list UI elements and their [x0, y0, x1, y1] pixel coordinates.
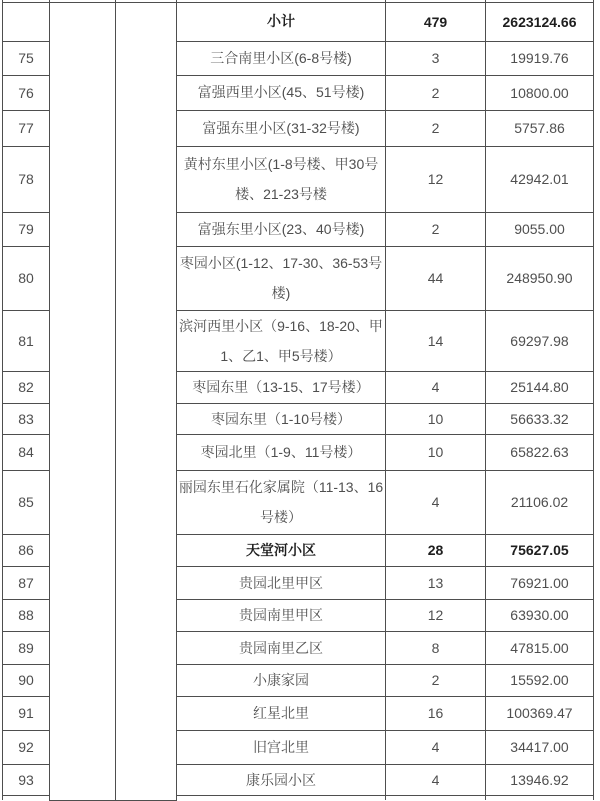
community-name-cell: 丽园东里石化家属院（11-13、16号楼）	[177, 470, 386, 534]
amount-cell: 248950.90	[486, 246, 594, 310]
count-cell: 28	[386, 534, 486, 566]
amount-cell: 42942.01	[486, 146, 594, 212]
subtotal-amount-cell: 2623124.66	[486, 2, 594, 41]
row-number-cell: 81	[3, 310, 50, 371]
row-number-cell: 91	[3, 696, 50, 730]
count-cell: 2	[386, 212, 486, 246]
community-name-cell: 贵园北里甲区	[177, 566, 386, 599]
amount-cell: 5757.86	[486, 110, 594, 146]
partial-cell	[177, 795, 386, 800]
amount-cell: 69297.98	[486, 310, 594, 371]
community-name-cell: 康乐园小区	[177, 764, 386, 795]
count-cell: 10	[386, 434, 486, 470]
row-number-cell: 80	[3, 246, 50, 310]
row-number-cell: 82	[3, 371, 50, 403]
community-name-cell: 富强东里小区(31-32号楼)	[177, 110, 386, 146]
amount-cell: 65822.63	[486, 434, 594, 470]
amount-cell: 47815.00	[486, 631, 594, 664]
amount-cell: 63930.00	[486, 599, 594, 631]
row-number-cell: 77	[3, 110, 50, 146]
community-name-cell: 黄村东里小区(1-8号楼、甲30号楼、21-23号楼	[177, 146, 386, 212]
count-cell: 14	[386, 310, 486, 371]
payment-summary-table	[2, 0, 594, 801]
count-cell: 2	[386, 110, 486, 146]
count-cell: 4	[386, 730, 486, 764]
row-number-cell: 88	[3, 599, 50, 631]
merged-empty-column-2	[116, 2, 177, 800]
partial-cell	[386, 795, 486, 800]
community-name-cell: 三合南里小区(6-8号楼)	[177, 41, 386, 75]
count-cell: 16	[386, 696, 486, 730]
count-cell: 2	[386, 664, 486, 696]
community-name-cell: 贵园南里乙区	[177, 631, 386, 664]
amount-cell: 100369.47	[486, 696, 594, 730]
community-name-cell: 红星北里	[177, 696, 386, 730]
community-name-cell: 天堂河小区	[177, 534, 386, 566]
community-name-cell: 富强东里小区(23、40号楼)	[177, 212, 386, 246]
row-number-cell: 75	[3, 41, 50, 75]
amount-cell: 34417.00	[486, 730, 594, 764]
amount-cell: 19919.76	[486, 41, 594, 75]
row-number-cell: 79	[3, 212, 50, 246]
count-cell: 8	[386, 631, 486, 664]
partial-cell	[486, 795, 594, 800]
count-cell: 4	[386, 371, 486, 403]
subtotal-row	[3, 2, 594, 41]
row-number-cell: 89	[3, 631, 50, 664]
count-cell: 4	[386, 764, 486, 795]
amount-cell: 56633.32	[486, 403, 594, 434]
community-name-cell: 贵园南里甲区	[177, 599, 386, 631]
row-number-cell: 86	[3, 534, 50, 566]
amount-cell: 15592.00	[486, 664, 594, 696]
amount-cell: 76921.00	[486, 566, 594, 599]
count-cell: 13	[386, 566, 486, 599]
count-cell: 10	[386, 403, 486, 434]
row-number-cell: 87	[3, 566, 50, 599]
partial-cell	[3, 795, 50, 800]
row-number-cell: 85	[3, 470, 50, 534]
row-number-cell: 76	[3, 75, 50, 110]
community-name-cell: 小康家园	[177, 664, 386, 696]
amount-cell: 9055.00	[486, 212, 594, 246]
count-cell: 12	[386, 146, 486, 212]
amount-cell: 75627.05	[486, 534, 594, 566]
count-cell: 4	[386, 470, 486, 534]
community-name-cell: 枣园小区(1-12、17-30、36-53号楼)	[177, 246, 386, 310]
row-number-cell: 83	[3, 403, 50, 434]
row-number-cell: 92	[3, 730, 50, 764]
community-name-cell: 滨河西里小区（9-16、18-20、甲1、乙1、甲5号楼）	[177, 310, 386, 371]
community-name-cell: 枣园东里（13-15、17号楼）	[177, 371, 386, 403]
row-number-cell: 84	[3, 434, 50, 470]
amount-cell: 25144.80	[486, 371, 594, 403]
row-number-cell	[3, 2, 50, 41]
subtotal-label-cell: 小计	[177, 2, 386, 41]
row-number-cell: 93	[3, 764, 50, 795]
count-cell: 12	[386, 599, 486, 631]
subtotal-count-cell: 479	[386, 2, 486, 41]
count-cell: 44	[386, 246, 486, 310]
table-body	[3, 0, 594, 800]
count-cell: 3	[386, 41, 486, 75]
community-name-cell: 富强西里小区(45、51号楼)	[177, 75, 386, 110]
row-number-cell: 90	[3, 664, 50, 696]
count-cell: 2	[386, 75, 486, 110]
community-name-cell: 枣园东里（1-10号楼）	[177, 403, 386, 434]
amount-cell: 10800.00	[486, 75, 594, 110]
amount-cell: 21106.02	[486, 470, 594, 534]
community-name-cell: 旧宫北里	[177, 730, 386, 764]
community-name-cell: 枣园北里（1-9、11号楼）	[177, 434, 386, 470]
amount-cell: 13946.92	[486, 764, 594, 795]
merged-empty-column-1	[50, 2, 116, 800]
row-number-cell: 78	[3, 146, 50, 212]
